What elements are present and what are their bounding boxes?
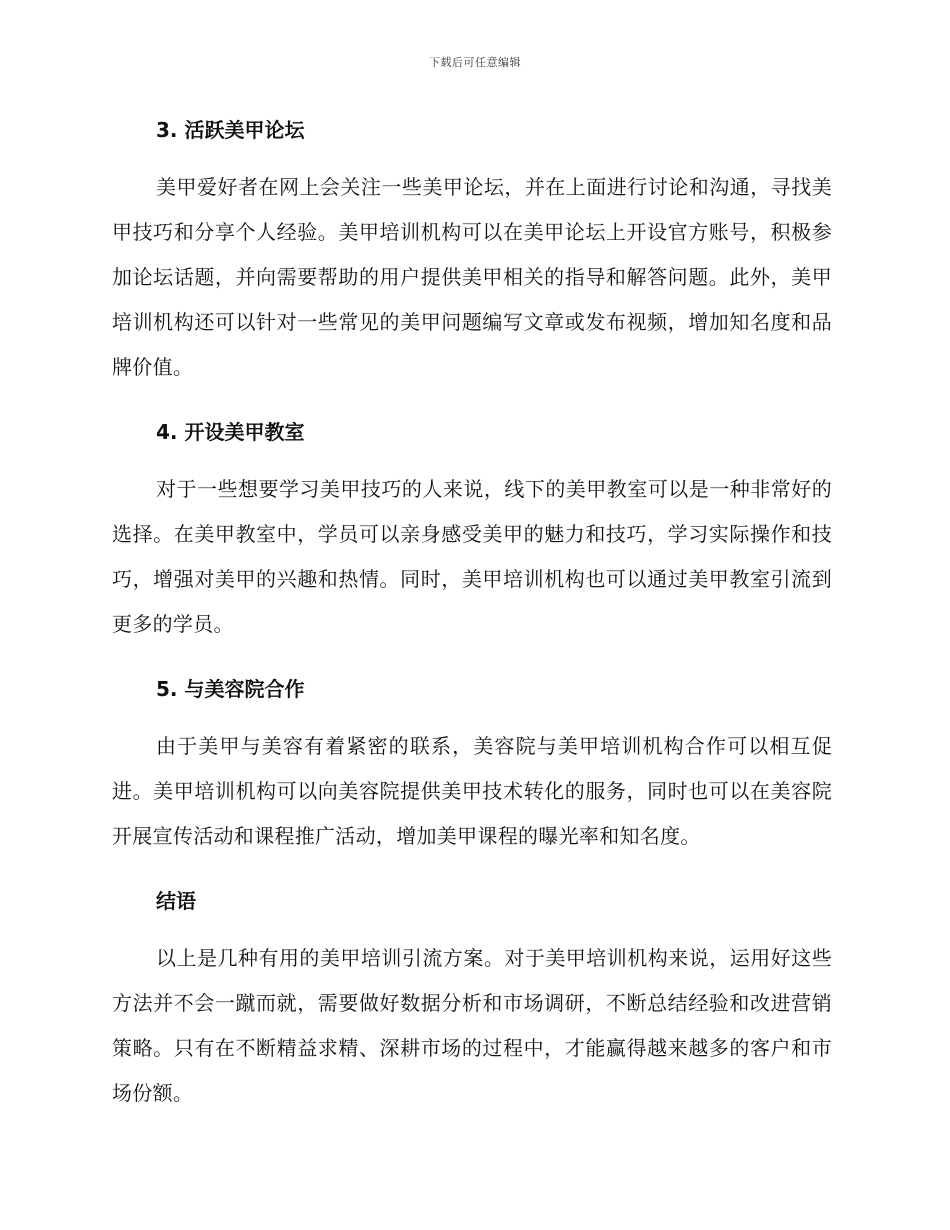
section-heading: 3. 活跃美甲论坛 (156, 118, 305, 142)
page-header: 下载后可任意编辑 (429, 56, 521, 69)
section-beauty-salon (112, 669, 832, 859)
section-paragraph: 对于一些想要学习美甲技巧的人来说，线下的美甲教室可以是一种非常好的选择。在美甲教室中，学员可以亲身感受美甲的魅力和技巧，学习实际操作和技巧，增强对美甲的兴趣和热情。同时，美甲培训机构也可以通过美甲教室引流到更多的学员。 (112, 477, 832, 636)
section-heading: 结语 (156, 889, 196, 913)
section-heading: 5. 与美容院合作 (156, 677, 305, 701)
section-paragraph: 由于美甲与美容有着紧密的联系，美容院与美甲培训机构合作可以相互促进。美甲培训机构可以向美容院提供美甲技术转化的服务，同时也可以在美容院开展宣传活动和课程推广活动，增加美甲课程的曝光率和知名度。 (112, 734, 832, 848)
document-body (112, 110, 832, 1138)
section-forum (112, 110, 832, 390)
section-conclusion (112, 881, 832, 1116)
section-heading: 4. 开设美甲教室 (156, 420, 305, 444)
section-classroom (112, 412, 832, 647)
section-paragraph: 美甲爱好者在网上会关注一些美甲论坛，并在上面进行讨论和沟通，寻找美甲技巧和分享个人经验。美甲培训机构可以在美甲论坛上开设官方账号，积极参加论坛话题，并向需要帮助的用户提供美甲相关的指导和解答问题。此外，美甲培训机构还可以针对一些常见的美甲问题编写文章或发布视频，增加知名度和品牌价值。 (112, 175, 832, 379)
section-paragraph: 以上是几种有用的美甲培训引流方案。对于美甲培训机构来说，运用好这些方法并不会一蹴而就，需要做好数据分析和市场调研，不断总结经验和改进营销策略。只有在不断精益求精、深耕市场的过程中，才能赢得越来越多的客户和市场份额。 (112, 946, 832, 1105)
